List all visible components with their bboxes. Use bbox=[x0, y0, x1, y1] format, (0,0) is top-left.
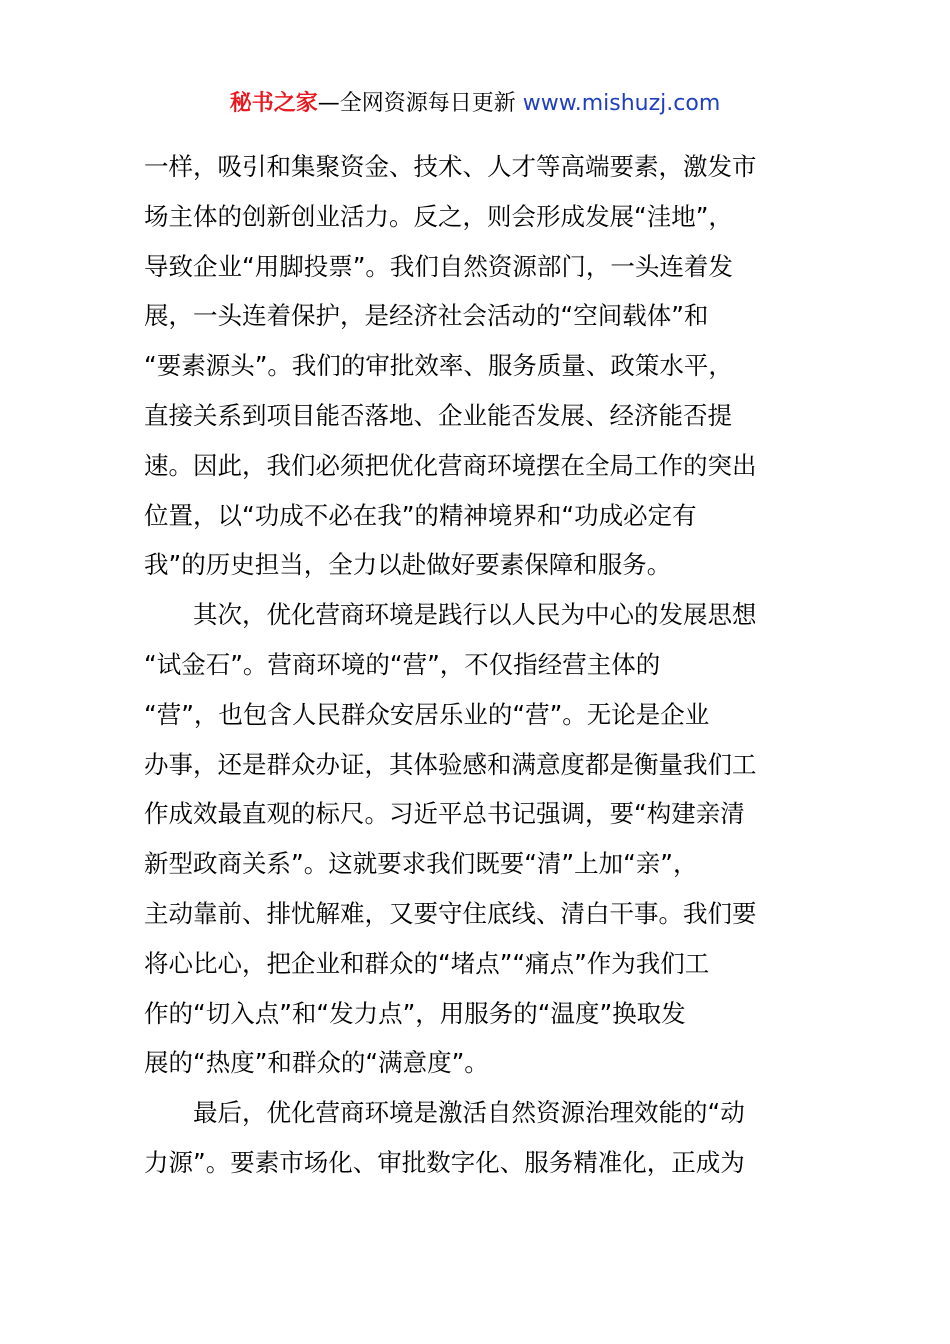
text-line: 导致企业“用脚投票”。我们自然资源部门，一头连着发 bbox=[144, 251, 733, 281]
text-line: 速。因此，我们必须把优化营商环境摆在全局工作的突出 bbox=[144, 450, 757, 480]
header-tagline: —全网资源每日更新 bbox=[317, 91, 523, 116]
text-line: 作的“切入点”和“发力点”，用服务的“温度”换取发 bbox=[144, 998, 686, 1028]
text-line: 直接关系到项目能否落地、企业能否发展、经济能否提 bbox=[144, 400, 732, 430]
text-line: 作成效最直观的标尺。习近平总书记强调，要“构建亲清 bbox=[144, 799, 745, 829]
text-line: “营”，也包含人民群众安居乐业的“营”。无论是企业 bbox=[144, 699, 710, 729]
text-line: “试金石”。营商环境的“营”，不仅指经营主体的 bbox=[144, 649, 661, 679]
text-line: 展的“热度”和群众的“满意度”。 bbox=[144, 1048, 489, 1078]
text-line: 主动靠前、排忧解难，又要守住底线、清白干事。我们要 bbox=[144, 898, 757, 928]
text-line: 展，一头连着保护，是经济社会活动的“空间载体”和 bbox=[144, 301, 709, 331]
paragraph-start-line: 最后，优化营商环境是激活自然资源治理效能的“动 bbox=[193, 1098, 745, 1128]
text-line: 场主体的创新创业活力。反之，则会形成发展“洼地”， bbox=[144, 201, 733, 231]
page-header bbox=[0, 88, 950, 120]
text-line: 位置，以“功成不必在我”的精神境界和“功成必定有 bbox=[144, 500, 697, 530]
text-line: 将心比心，把企业和群众的“堵点”“痛点”作为我们工 bbox=[144, 948, 710, 978]
text-line: 办事，还是群众办证，其体验感和满意度都是衡量我们工 bbox=[144, 749, 757, 779]
text-line: “要素源头”。我们的审批效率、服务质量、政策水平， bbox=[144, 351, 733, 381]
brand-name: 秘书之家 bbox=[229, 91, 318, 116]
paragraph-start-line: 其次，优化营商环境是践行以人民为中心的发展思想 bbox=[193, 600, 757, 630]
text-line: 力源”。要素市场化、审批数字化、服务精准化，正成为 bbox=[144, 1147, 745, 1177]
text-line: 新型政商关系”。这就要求我们既要“清”上加“亲”， bbox=[144, 849, 698, 879]
article-body bbox=[144, 142, 808, 1188]
site-url-link[interactable]: www.mishuzj.com bbox=[522, 91, 721, 116]
text-line: 我”的历史担当，全力以赴做好要素保障和服务。 bbox=[144, 550, 672, 580]
text-line: 一样，吸引和集聚资金、技术、人才等高端要素，激发市 bbox=[144, 152, 757, 181]
